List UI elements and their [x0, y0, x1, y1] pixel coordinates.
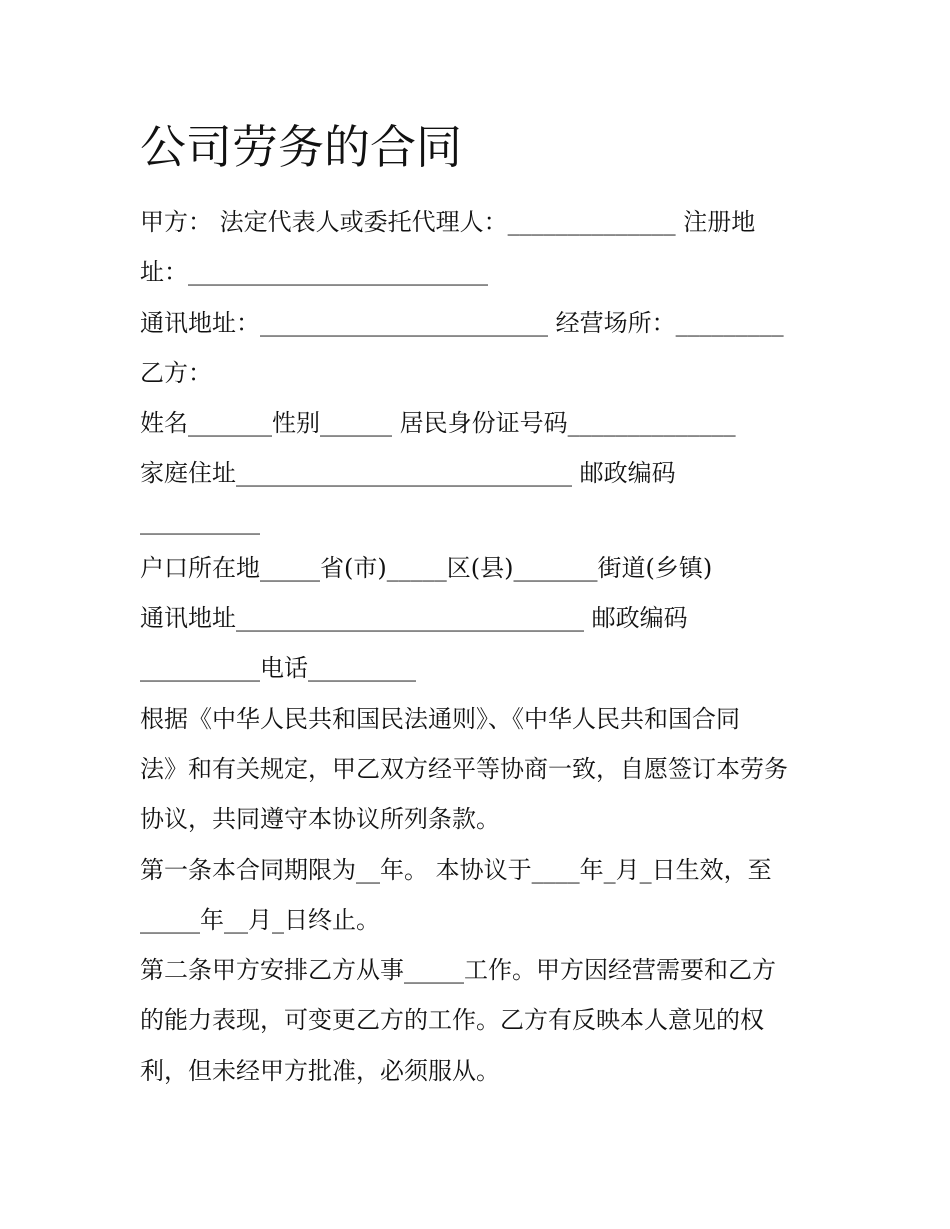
preamble-line-3: 协议，共同遵守本协议所列条款。: [140, 805, 500, 834]
document-body: [140, 197, 820, 1096]
article-2-line-2: 的能力表现，可变更乙方的工作。乙方有反映本人意见的权: [140, 1006, 764, 1035]
article-2-line-1: 第二条甲方安排乙方从事_____工作。甲方因经营需要和乙方: [140, 956, 776, 985]
article-1-line-2: _____年__月_日终止。: [140, 905, 380, 934]
party-b-postcode-blank: __________: [140, 506, 260, 535]
party-b-phone-line: __________电话_________: [140, 654, 416, 683]
party-a-line: 甲方： 法定代表人或委托代理人：______________ 注册地: [140, 208, 756, 236]
party-b-identity-line: 姓名_______性别______ 居民身份证号码______________: [140, 409, 736, 438]
preamble-line-1: 根据《中华人民共和国民法通则》、《中华人民共和国合同: [140, 704, 740, 733]
party-b-home-address-line: 家庭住址____________________________ 邮政编码: [140, 459, 676, 488]
article-2-line-3: 利，但未经甲方批准，必须服从。: [140, 1056, 500, 1085]
household-registration-line: 户口所在地_____省(市)_____区(县)_______街道(乡镇): [140, 553, 713, 582]
party-a-contact-line: 通讯地址：________________________ 经营场所：_________: [140, 308, 784, 337]
party-b-label: 乙方：: [140, 358, 212, 387]
party-a-address-line: 址：_________________________: [140, 258, 488, 287]
article-1-line-1: 第一条本合同期限为__年。 本协议于____年_月_日生效，至: [140, 855, 772, 884]
party-b-mailing-address-line: 通讯地址_____________________________ 邮政编码: [140, 604, 688, 633]
preamble-line-2: 法》和有关规定，甲乙双方经平等协商一致，自愿签订本劳务: [140, 754, 788, 783]
document-title: 公司劳务的合同: [140, 120, 462, 174]
